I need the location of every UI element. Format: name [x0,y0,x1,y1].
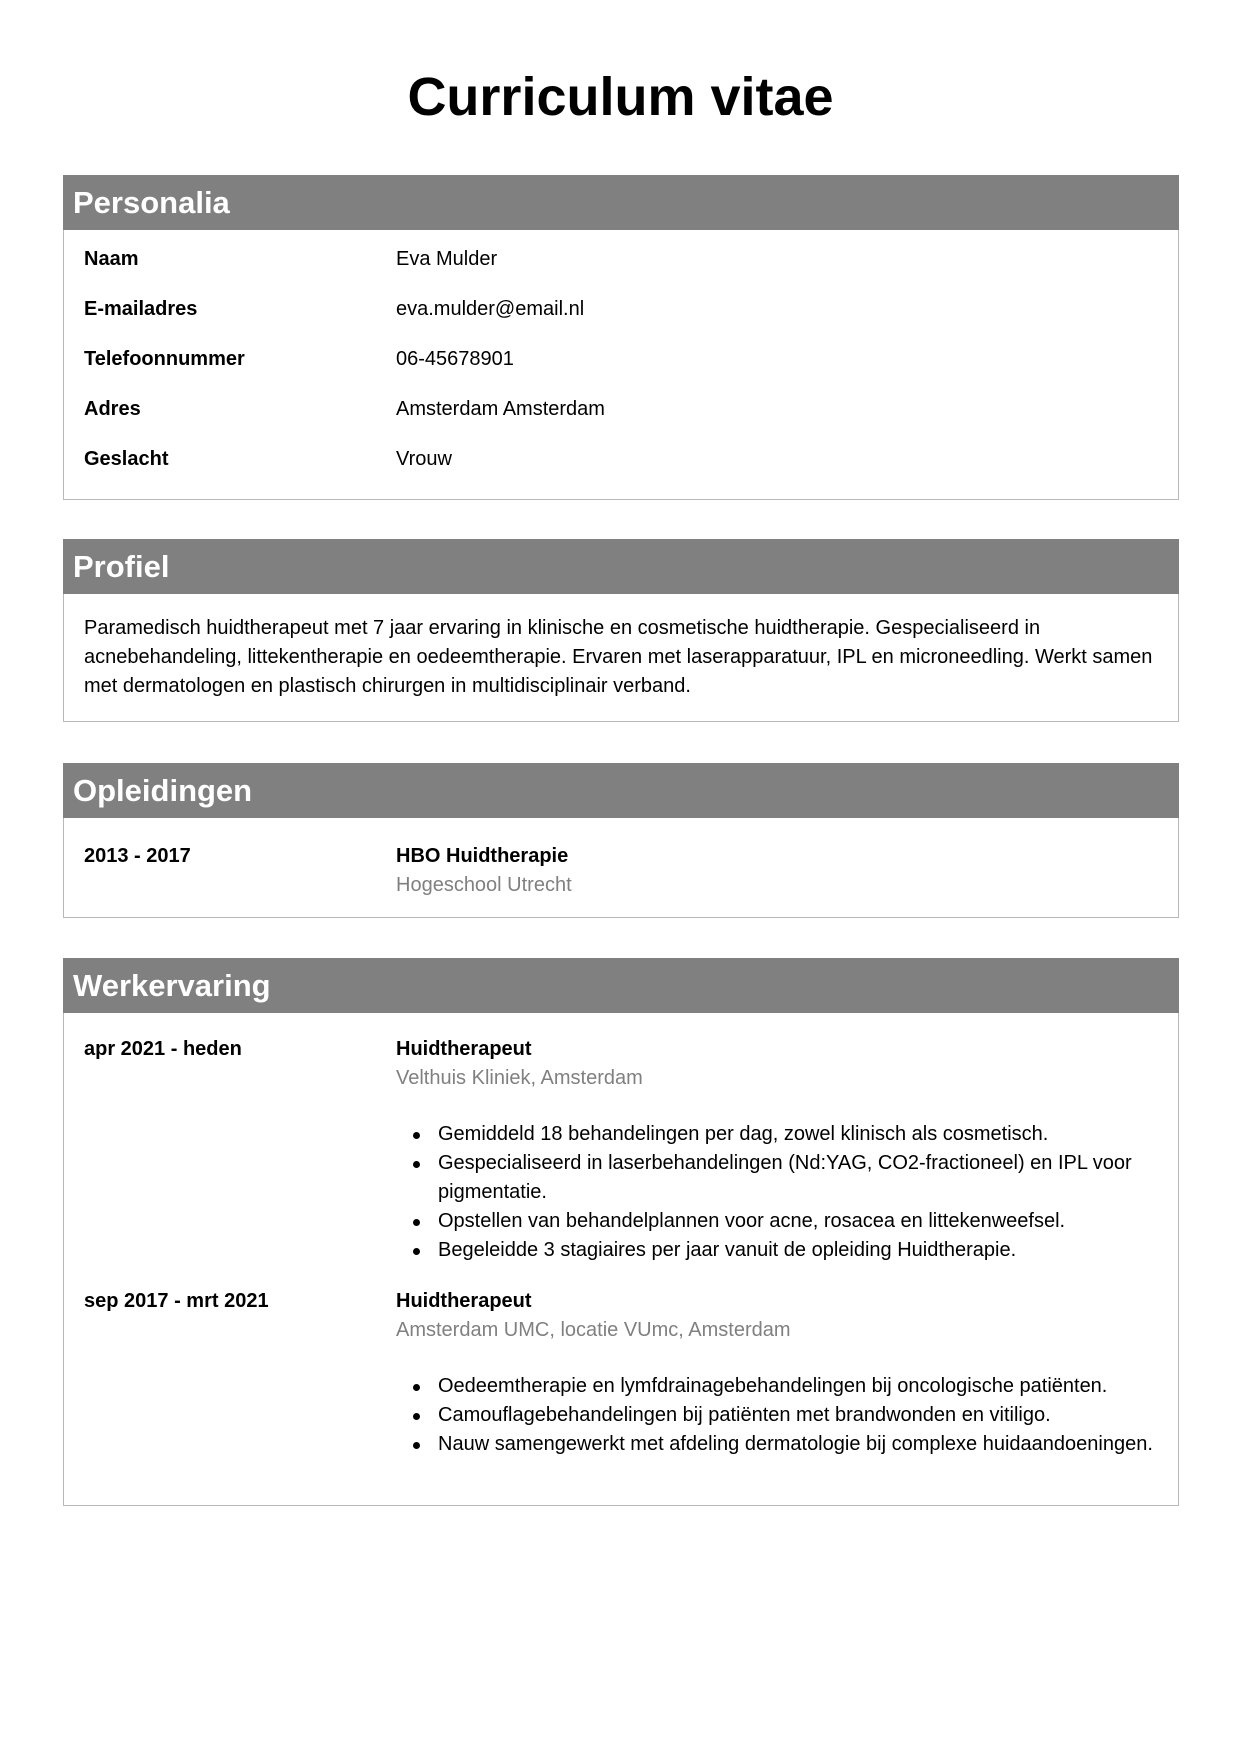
work-details [396,1287,1178,1459]
education-institution: Hogeschool Utrecht [396,874,572,896]
education-details [396,842,1178,900]
work-bullet: Begeleidde 3 stagiaires per jaar vanuit de opleiding Huidtherapie. [438,1236,1178,1265]
education-entry [64,842,1178,900]
work-bullet-list [396,1372,1178,1459]
work-bullet: Opstellen van behandelplannen voor acne, rosacea en littekenweefsel. [438,1207,1178,1236]
work-details [396,1035,1178,1265]
personalia-row-phone [64,348,1178,398]
personalia-row-email [64,298,1178,348]
section-heading-profiel: Profiel [63,539,1179,594]
education-period: 2013 - 2017 [84,845,191,867]
personalia-value: Amsterdam Amsterdam [396,398,605,420]
section-opleidingen [63,763,1179,918]
personalia-row-gender [64,448,1178,498]
work-bullet: Oedeemtherapie en lymfdrainagebehandelingen bij oncologische patiënten. [438,1372,1178,1401]
work-bullet: Gemiddeld 18 behandelingen per dag, zowel klinisch als cosmetisch. [438,1120,1178,1149]
personalia-value: eva.mulder@email.nl [396,298,585,320]
personalia-list [64,230,1178,498]
section-werkervaring [63,958,1179,1506]
work-bullet: Nauw samengewerkt met afdeling dermatologie bij complexe huidaandoeningen. [438,1430,1178,1459]
work-period: apr 2021 - heden [84,1038,242,1060]
personalia-label: Naam [84,248,139,270]
work-employer: Amsterdam UMC, locatie VUmc, Amsterdam [396,1319,791,1341]
work-employer: Velthuis Kliniek, Amsterdam [396,1067,643,1089]
section-personalia [63,175,1179,500]
work-title: Huidtherapeut [396,1290,532,1312]
personalia-label: Adres [84,398,141,420]
work-bullet: Gespecialiseerd in laserbehandelingen (Nd:YAG, CO2-fractioneel) en IPL voor pigmentatie. [438,1149,1178,1207]
personalia-row-address [64,398,1178,448]
work-entry [64,1035,1178,1265]
personalia-value: Eva Mulder [396,248,498,270]
personalia-label: Geslacht [84,448,169,470]
education-title: HBO Huidtherapie [396,845,569,867]
work-bullet-list [396,1120,1178,1265]
section-heading-opleidingen: Opleidingen [63,763,1179,818]
profile-text: Paramedisch huidtherapeut met 7 jaar ervaring in klinische en cosmetische huidtherapie. Gespecialiseerd in acnebehandeling, littekentherapie en oedeemtherapie. Ervaren met laserapparatuur, IPL en microneedling. Werkt samen met dermatologen en plastisch chirurgen in multidisciplinair verband. [84,617,1153,697]
work-period: sep 2017 - mrt 2021 [84,1290,269,1312]
document-title: Curriculum vitae [407,67,834,127]
work-bullet: Camouflagebehandelingen bij patiënten met brandwonden en vitiligo. [438,1401,1178,1430]
section-heading-werkervaring: Werkervaring [63,958,1179,1013]
personalia-label: E-mailadres [84,298,198,320]
personalia-label: Telefoonnummer [84,348,245,370]
work-title: Huidtherapeut [396,1038,532,1060]
work-entry [64,1287,1178,1459]
personalia-value: 06-45678901 [396,348,514,370]
section-heading-personalia: Personalia [63,175,1179,230]
personalia-value: Vrouw [396,448,452,470]
personalia-row-name [64,248,1178,298]
section-profiel [63,539,1179,722]
